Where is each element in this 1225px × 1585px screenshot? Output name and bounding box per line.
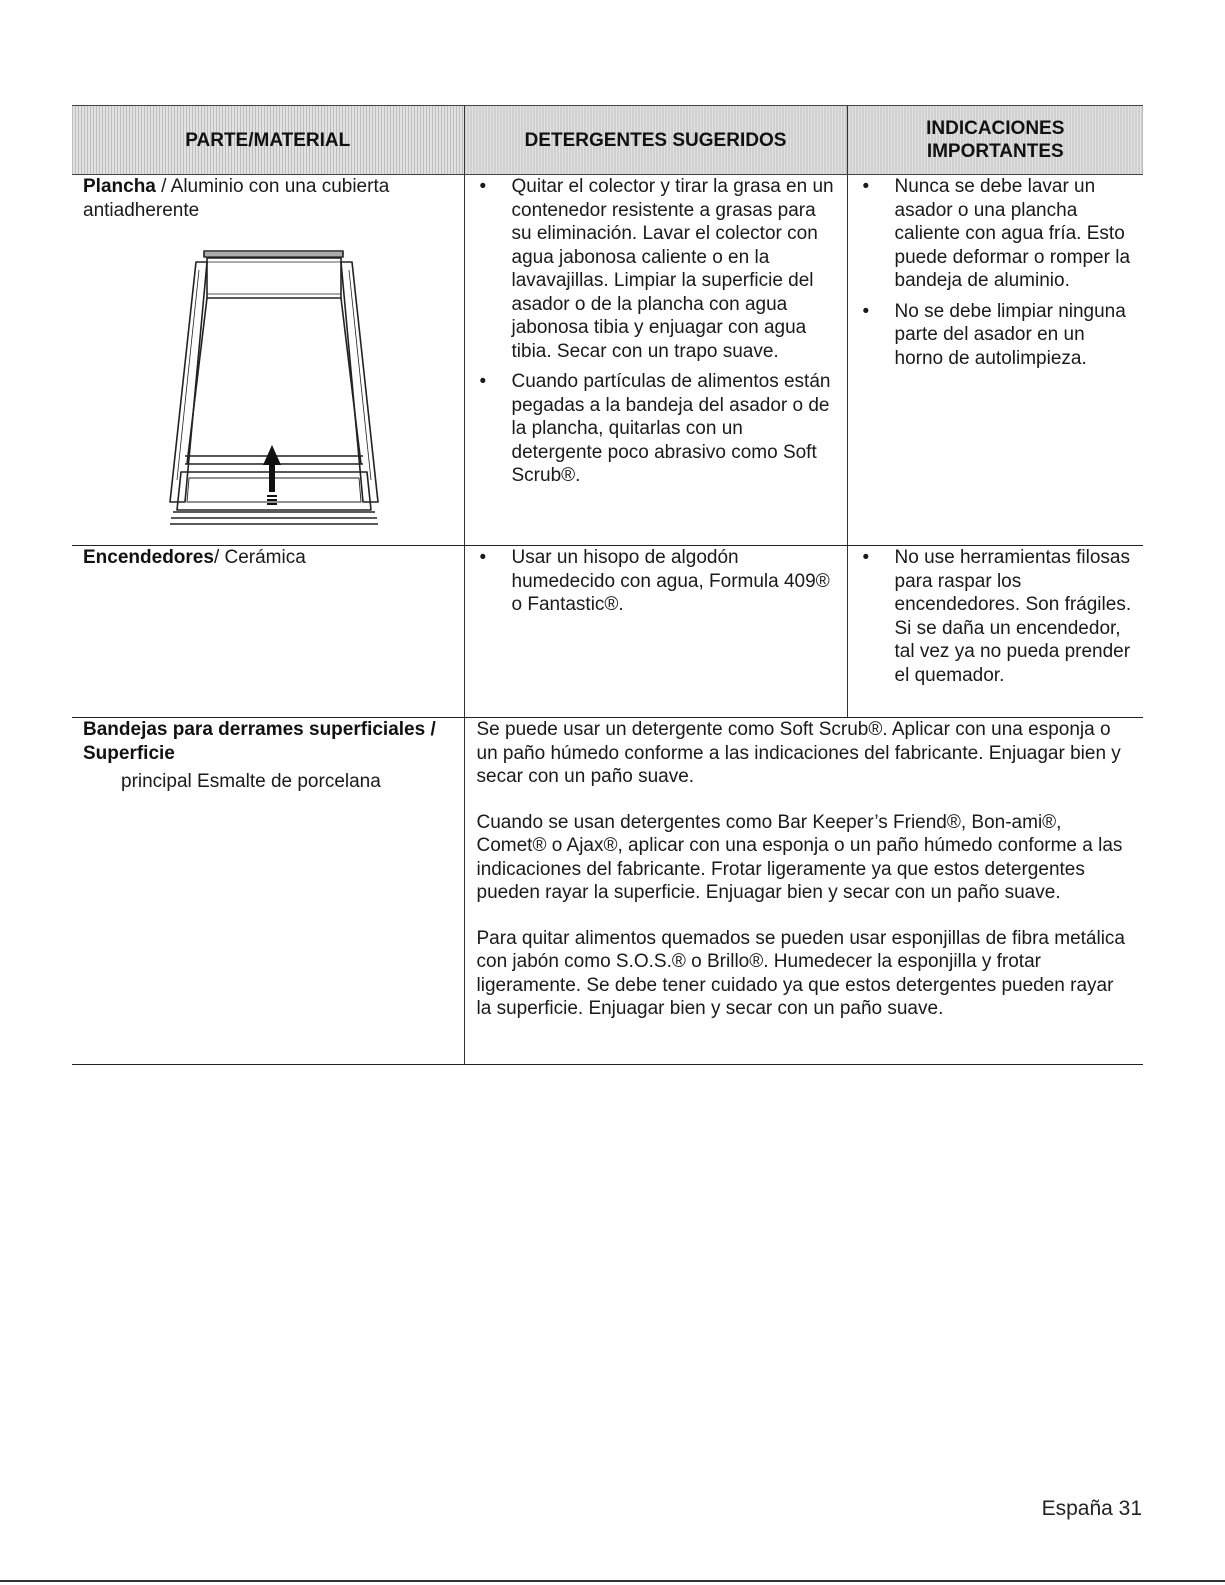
- paragraph: Para quitar alimentos quemados se pueden usar esponjillas de fibra metálica con jabón como S.O.S.® o Brillo®. Humedecer la esponjilla y frotar ligeramente. Se debe tener cuidado ya que estos detergentes pueden rayar la superficie. Enjuagar bien y secar con un paño suave.: [476, 927, 1125, 1019]
- part-name: Encendedores: [83, 547, 214, 568]
- part-name: Bandejas para derrames superficiales / Superficie: [83, 719, 436, 764]
- page-footer: España 31: [1041, 1497, 1142, 1520]
- notes-list: [860, 175, 1134, 370]
- list-item-text: Cuando partículas de alimentos están pegadas a la bandeja del asador o de la plancha, quitarlas con un detergente poco abrasivo como Soft Scrub®.: [511, 371, 831, 486]
- part-name: Plancha: [83, 176, 156, 197]
- list-item-text: No se debe limpiar ninguna parte del asador en un horno de autolimpieza.: [894, 300, 1126, 369]
- notes-list: [860, 546, 1134, 687]
- part-label: [83, 546, 454, 570]
- notes-cell: [847, 546, 1143, 718]
- bullet: •: [479, 371, 487, 392]
- detergents-cell: [464, 718, 1143, 1065]
- header-suggested-detergents: DETERGENTES SUGERIDOS: [464, 106, 847, 175]
- part-material: / Cerámica: [213, 547, 306, 568]
- header-important-notes: INDICACIONES IMPORTANTES: [847, 106, 1143, 175]
- part-cell: [72, 718, 464, 1065]
- list-item: [477, 370, 837, 488]
- bullet: •: [479, 176, 487, 197]
- table-row: [72, 718, 1143, 1065]
- bullet: •: [862, 547, 870, 568]
- part-cell: [72, 175, 464, 546]
- list-item: [860, 300, 1134, 371]
- part-label: [83, 175, 454, 222]
- list-item-text: Nunca se debe lavar un asador o una plancha caliente con agua fría. Esto puede deformar o romper la bandeja de aluminio.: [894, 176, 1131, 291]
- paragraph: Cuando se usan detergentes como Bar Keeper’s Friend®, Bon-ami®, Comet® o Ajax®, aplicar con una esponja o un paño húmedo conforme a las indicaciones del fabricante. Frotar ligeramente ya que estos detergentes pueden rayar la superficie. Enjuagar bien y secar con un paño suave.: [476, 811, 1123, 903]
- list-item: [860, 175, 1134, 293]
- part-cell: [72, 546, 464, 718]
- bullet: •: [862, 300, 870, 322]
- list-item: [477, 175, 837, 363]
- detergents-list: [477, 546, 837, 617]
- bottom-rule: [0, 1580, 1225, 1582]
- list-item: [477, 546, 837, 617]
- detergents-list: [477, 175, 837, 488]
- grease-arrow-icon: [263, 445, 281, 504]
- list-item-text: Quitar el colector y tirar la grasa en un contenedor resistente a grasas para su eliminación. Lavar el colector con agua jabonosa caliente o en la lavavajillas. Limpiar la superficie del asador o de la plancha con agua jabonosa tibia y enjuagar con agua tibia. Secar con un trapo suave.: [511, 176, 834, 362]
- detergents-cell: [464, 546, 847, 718]
- cleaning-table: [72, 105, 1143, 1065]
- part-material: principal Esmalte de porcelana: [121, 771, 381, 792]
- paragraph: Se puede usar un detergente como Soft Scrub®. Aplicar con una esponja o un paño húmedo conforme a las indicaciones del fabricante. Enjuagar bien y secar con un paño suave.: [476, 719, 1121, 787]
- bullet: •: [862, 176, 870, 197]
- table-row: [72, 546, 1143, 718]
- notes-cell: [847, 175, 1143, 546]
- table-header-row: [72, 106, 1143, 175]
- list-item-text: No use herramientas filosas para raspar los encendedores. Son frágiles. Si se daña un encendedor, tal vez ya no pueda prender el quemador.: [894, 547, 1132, 686]
- detergents-cell: [464, 175, 847, 546]
- bullet: •: [479, 547, 487, 568]
- list-item-text: Usar un hisopo de algodón humedecido con agua, Formula 409® o Fantastic®.: [511, 547, 830, 615]
- part-material: / Aluminio con una cubierta antiadherente: [83, 176, 390, 221]
- list-item: [860, 546, 1134, 687]
- table-row: [72, 175, 1143, 546]
- griddle-illustration-icon: [159, 240, 379, 530]
- header-part-material: PARTE/MATERIAL: [72, 106, 464, 175]
